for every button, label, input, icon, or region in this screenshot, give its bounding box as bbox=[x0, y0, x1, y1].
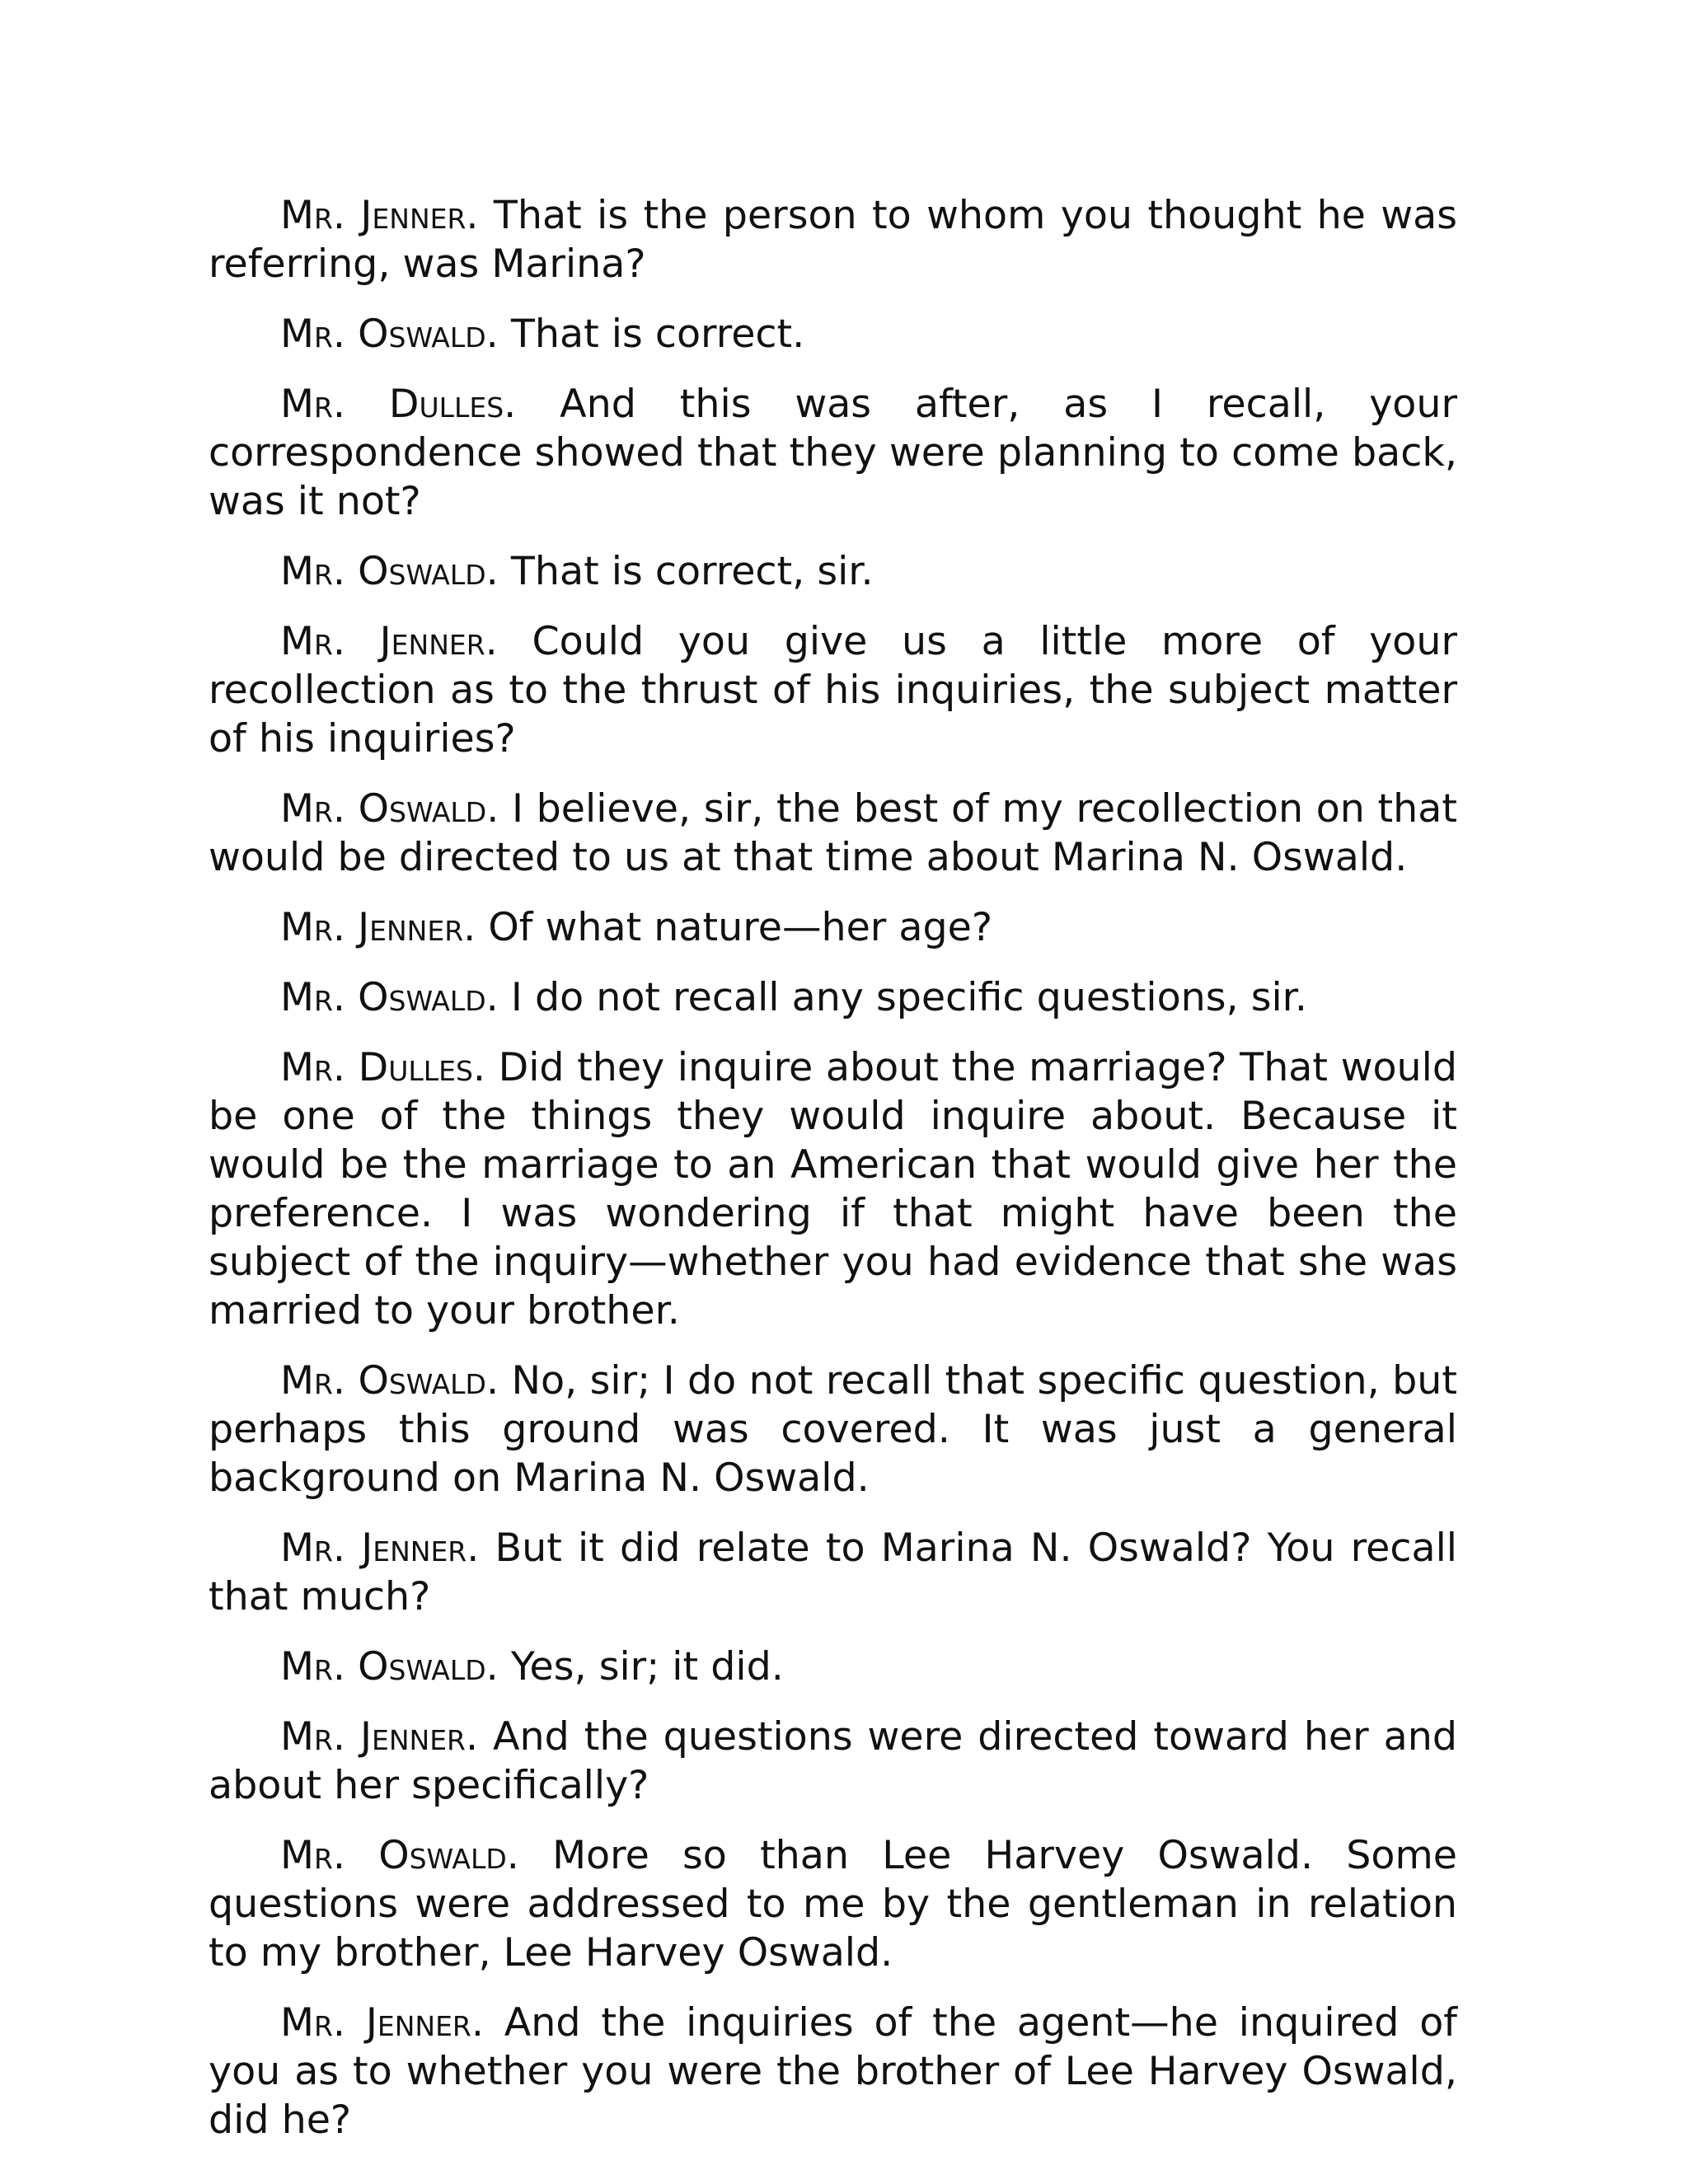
speaker-name: Mr. Jenner. bbox=[280, 2000, 484, 2046]
transcript-paragraph bbox=[209, 1713, 1457, 1810]
testimony-text: Could you give us a little more of your recollection as to the thrust of his inquiries, the subject matter of his inquiries? bbox=[209, 619, 1457, 762]
testimony-text: That is correct, sir. bbox=[498, 549, 874, 594]
speaker-name: Mr. Oswald. bbox=[280, 312, 499, 357]
transcript-paragraph bbox=[209, 617, 1457, 763]
transcript-paragraph bbox=[209, 1357, 1457, 1502]
transcript-paragraph bbox=[209, 1043, 1457, 1335]
transcript-page bbox=[209, 191, 1457, 2166]
testimony-text: And the inquiries of the agent—he inquired of you as to whether you were the brother of Lee Harvey Oswald, did he? bbox=[209, 2000, 1458, 2143]
testimony-text: But it did relate to Marina N. Oswald? You recall that much? bbox=[209, 1526, 1458, 1619]
speaker-name: Mr. Dulles. bbox=[280, 1045, 486, 1090]
testimony-text: That is correct. bbox=[498, 312, 805, 357]
testimony-text: And this was after, as I recall, your correspondence showed that they were planning to come back, was it not? bbox=[209, 382, 1458, 524]
speaker-name: Mr. Oswald. bbox=[280, 975, 499, 1020]
transcript-paragraph bbox=[209, 1524, 1457, 1621]
transcript-paragraph bbox=[209, 191, 1457, 288]
transcript-paragraph bbox=[209, 1999, 1457, 2144]
speaker-name: Mr. Dulles. bbox=[280, 382, 517, 427]
speaker-name: Mr. Jenner. bbox=[280, 1526, 480, 1571]
speaker-name: Mr. Jenner. bbox=[280, 1714, 479, 1760]
transcript-paragraph bbox=[209, 903, 1457, 952]
transcript-paragraph bbox=[209, 380, 1457, 526]
transcript-paragraph bbox=[209, 1831, 1457, 1977]
transcript-paragraph bbox=[209, 973, 1457, 1022]
testimony-text: I believe, sir, the best of my recollection on that would be directed to us at that time about Marina N. Oswald. bbox=[209, 786, 1458, 880]
testimony-text: More so than Lee Harvey Oswald. Some questions were addressed to me by the gentleman in relation to my brother, Lee Harvey Oswald. bbox=[209, 1833, 1457, 1975]
testimony-text: And the questions were directed toward her and about her specifically? bbox=[209, 1714, 1458, 1808]
speaker-name: Mr. Oswald. bbox=[280, 1358, 499, 1404]
speaker-name: Mr. Jenner. bbox=[280, 619, 498, 664]
transcript-paragraph bbox=[209, 785, 1457, 882]
transcript-paragraph bbox=[209, 310, 1457, 359]
testimony-text: Of what nature—her age? bbox=[476, 905, 993, 950]
testimony-text: I do not recall any specific questions, sir. bbox=[498, 975, 1307, 1020]
transcript-paragraph bbox=[209, 547, 1457, 596]
speaker-name: Mr. Oswald. bbox=[280, 786, 499, 832]
testimony-text: That is the person to whom you thought he was referring, was Marina? bbox=[209, 193, 1457, 287]
speaker-name: Mr. Oswald. bbox=[280, 1644, 499, 1690]
speaker-name: Mr. Jenner. bbox=[280, 193, 479, 238]
speaker-name: Mr. Oswald. bbox=[280, 1833, 519, 1878]
speaker-name: Mr. Jenner. bbox=[280, 905, 476, 950]
testimony-text: No, sir; I do not recall that specific question, but perhaps this ground was covered. It was just a general background on Marina N. Oswald. bbox=[209, 1358, 1457, 1501]
testimony-text: Did they inquire about the marriage? That would be one of the things they would inquire about. Because it would be the marriage to an American that would give her the preference. I was wondering if that might have been the subject of the inquiry—whether you had evidence that she was married to your brother. bbox=[209, 1045, 1457, 1333]
speaker-name: Mr. Oswald. bbox=[280, 549, 499, 594]
testimony-text: Yes, sir; it did. bbox=[498, 1644, 784, 1690]
transcript-paragraph bbox=[209, 1643, 1457, 1691]
